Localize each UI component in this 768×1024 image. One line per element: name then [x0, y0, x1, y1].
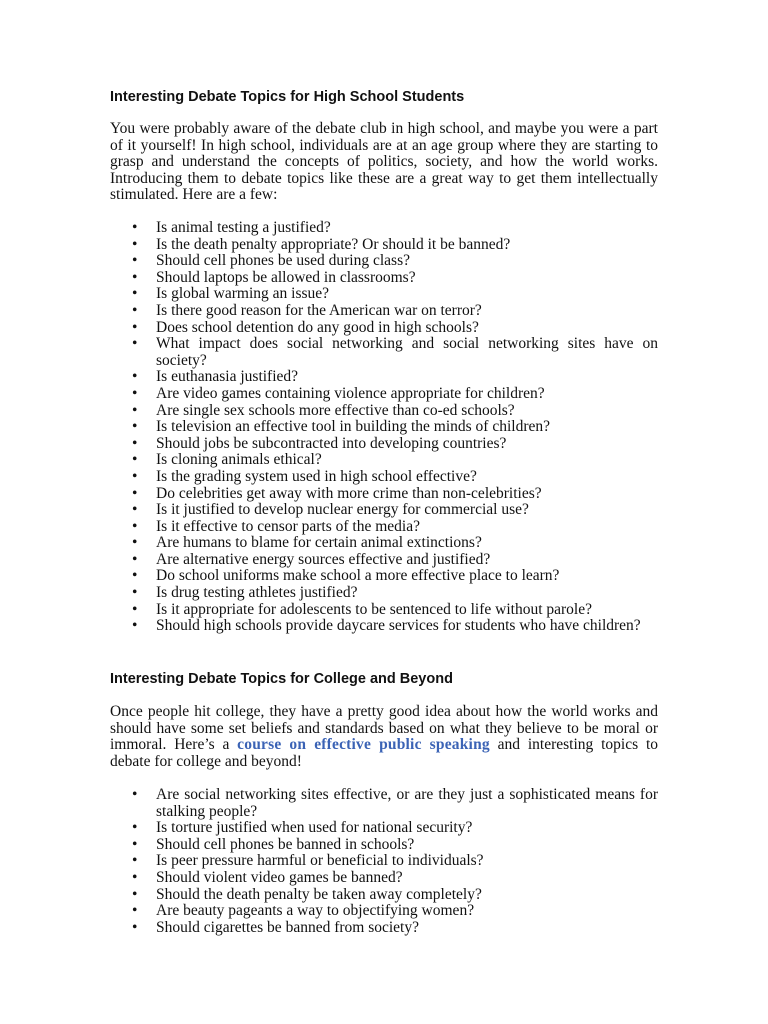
list-item: • Is there good reason for the American war on terror? [110, 303, 658, 320]
public-speaking-course-link[interactable]: course on effective public speaking [237, 736, 490, 754]
list-item: • Should cell phones be banned in schools? [110, 837, 658, 854]
list-item: • Is torture justified when used for national security? [110, 820, 658, 837]
list-item: • Does school detention do any good in high schools? [110, 320, 658, 337]
list-item: • Is cloning animals ethical? [110, 452, 658, 469]
intro-paragraph-high-school: You were probably aware of the debate club in high school, and maybe you were a part of it yourself! In high school, individuals are at an age group where they are starting to grasp and understand the concepts of politics, society, and how the world works. Introducing them to debate topics like these are a great way to get them intellectually stimulated. Here are a few: [110, 120, 658, 204]
topic-list-college [110, 787, 658, 936]
list-item: • Is euthanasia justified? [110, 369, 658, 386]
list-item: • Is the death penalty appropriate? Or should it be banned? [110, 237, 658, 254]
list-item: • Do celebrities get away with more crime than non-celebrities? [110, 486, 658, 503]
list-item: • Is global warming an issue? [110, 286, 658, 303]
list-item: • Do school uniforms make school a more effective place to learn? [110, 568, 658, 585]
list-item: • Should violent video games be banned? [110, 870, 658, 887]
intro-paragraph-college [110, 704, 658, 770]
list-item: • What impact does social networking and social networking sites have on society? [110, 336, 658, 369]
list-item: • Is it effective to censor parts of the media? [110, 519, 658, 536]
paragraph-text-before-link: Once people hit college, they have a pretty good idea about how the world works and should have some set beliefs and standards based on what they believe to be moral or immoral. Here’s a [110, 703, 658, 754]
list-item: • Should cigarettes be banned from society? [110, 920, 658, 937]
list-item: • Is the grading system used in high school effective? [110, 469, 658, 486]
list-item: • Are video games containing violence appropriate for children? [110, 386, 658, 403]
list-item: • Are alternative energy sources effective and justified? [110, 552, 658, 569]
section-heading-high-school: Interesting Debate Topics for High School Students [110, 89, 465, 105]
list-item: • Should the death penalty be taken away completely? [110, 887, 658, 904]
list-item: • Are beauty pageants a way to objectifying women? [110, 903, 658, 920]
list-item: • Is television an effective tool in building the minds of children? [110, 419, 658, 436]
list-item: • Is animal testing a justified? [110, 220, 658, 237]
list-item: • Should jobs be subcontracted into developing countries? [110, 436, 658, 453]
list-item: • Is it justified to develop nuclear energy for commercial use? [110, 502, 658, 519]
list-item: • Are single sex schools more effective than co-ed schools? [110, 403, 658, 420]
list-item: • Are social networking sites effective, or are they just a sophisticated means for stalking people? [110, 787, 658, 820]
list-item: • Are humans to blame for certain animal extinctions? [110, 535, 658, 552]
paragraph-text-after-link: and interesting topics to debate for college and beyond! [110, 736, 658, 770]
list-item: • Should high schools provide daycare services for students who have children? [110, 618, 658, 635]
list-item: • Is peer pressure harmful or beneficial to individuals? [110, 853, 658, 870]
list-item: • Should laptops be allowed in classrooms? [110, 270, 658, 287]
list-item: • Should cell phones be used during class? [110, 253, 658, 270]
list-item: • Is it appropriate for adolescents to be sentenced to life without parole? [110, 602, 658, 619]
list-item: • Is drug testing athletes justified? [110, 585, 658, 602]
section-heading-college: Interesting Debate Topics for College and Beyond [110, 671, 453, 687]
topic-list-high-school [110, 220, 658, 635]
